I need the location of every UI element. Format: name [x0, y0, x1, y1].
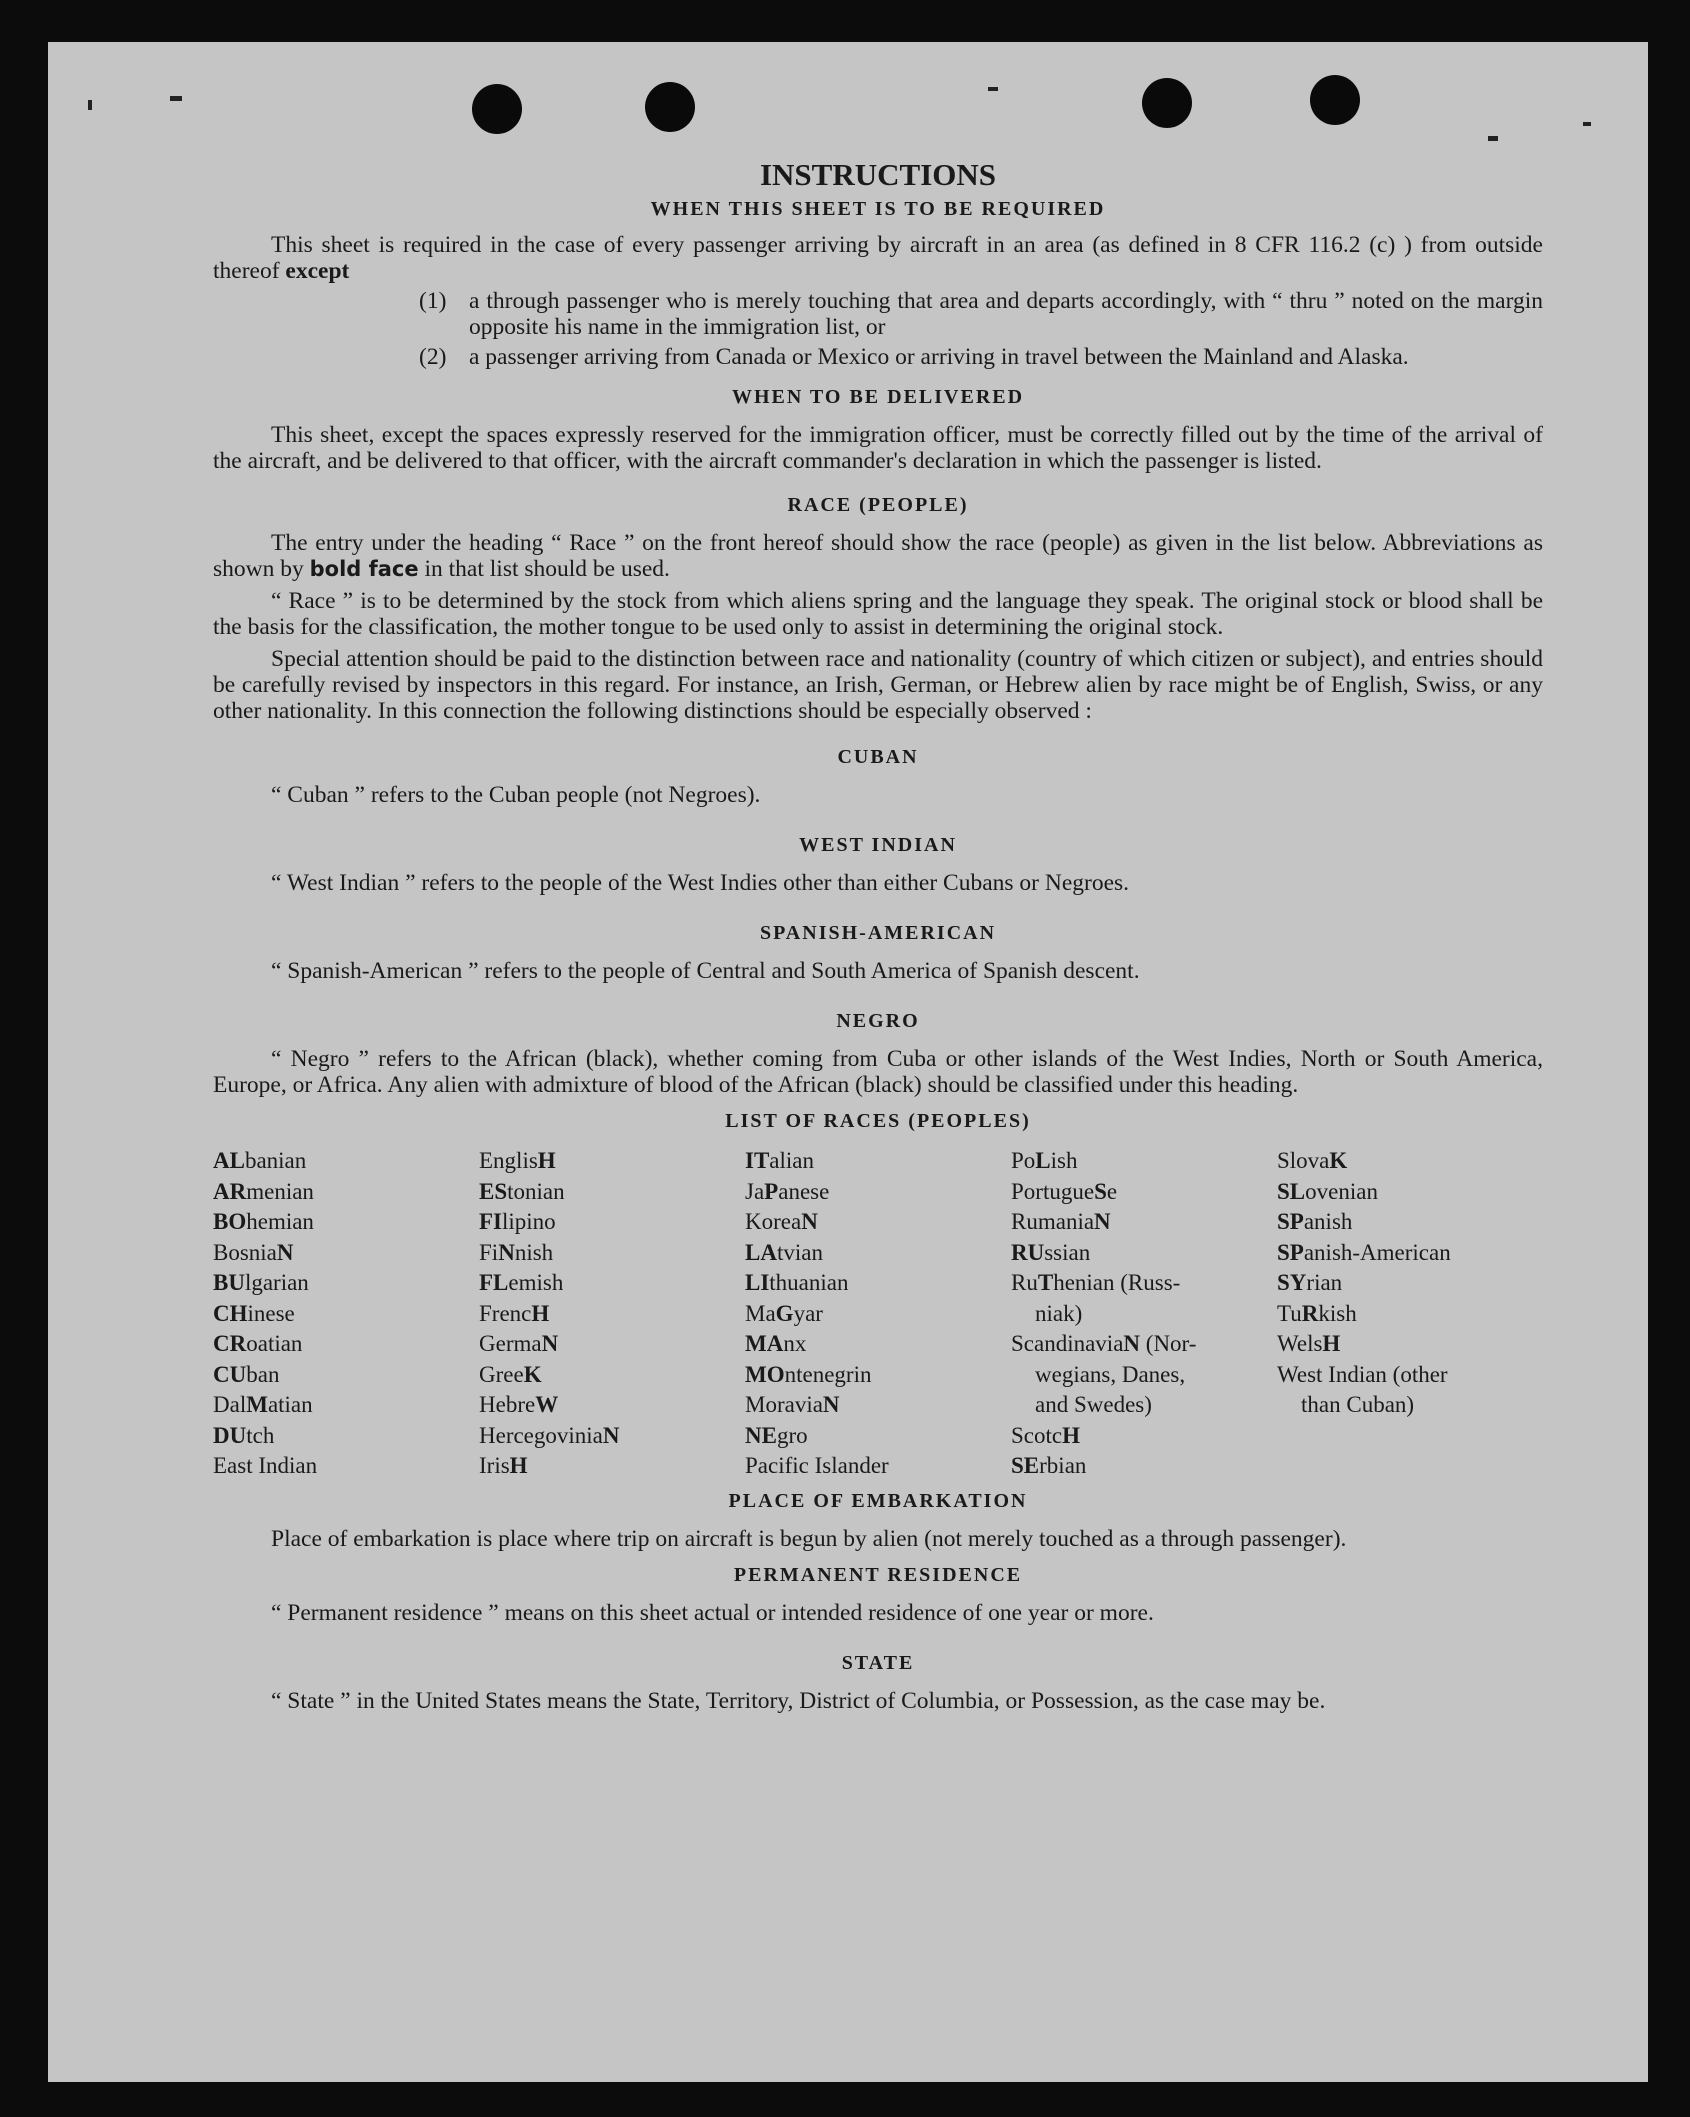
race-abbrev: SL — [1277, 1178, 1306, 1204]
race-text: anese — [778, 1178, 830, 1204]
section-heading: PERMANENT RESIDENCE — [733, 1563, 1023, 1586]
instructions-content — [213, 152, 1543, 1714]
punch-hole — [472, 84, 522, 134]
race-entry — [1277, 1207, 1543, 1238]
race-entry — [479, 1207, 745, 1238]
race-text: tonian — [507, 1178, 565, 1204]
race-abbrev: H — [1322, 1331, 1341, 1356]
race-column — [1011, 1146, 1277, 1482]
race-entry — [1011, 1451, 1277, 1482]
list-item: (2) a passenger arriving from Canada or Mexico or arriving in travel between the Mainland and Alaska. — [419, 344, 1409, 370]
race-abbrev: N — [822, 1392, 840, 1417]
paragraph: “ Spanish-American ” refers to the people of Central and South America of Spanish descent. — [271, 958, 1140, 984]
paragraph: “ State ” in the United States means the State, Territory, District of Columbia, or Possession, as the case may be. — [271, 1687, 1326, 1714]
race-abbrev: MO — [745, 1361, 785, 1387]
race-abbrev: S — [1094, 1178, 1107, 1204]
race-entry — [745, 1177, 1011, 1208]
race-text: henian (Russ- — [1053, 1270, 1181, 1295]
paragraph: “ Cuban ” refers to the Cuban people (not Negroes). — [271, 782, 761, 808]
race-entry — [213, 1268, 479, 1299]
race-entry — [745, 1299, 1011, 1330]
race-entry — [479, 1421, 745, 1452]
race-text: ban — [246, 1361, 280, 1387]
section-heading: NEGRO — [836, 1010, 920, 1032]
paragraph: “ West Indian ” refers to the people of the West Indies other than either Cubans or Negroes. — [271, 870, 1130, 896]
race-entry — [745, 1207, 1011, 1238]
race-abbrev: CR — [213, 1331, 247, 1356]
race-text: e — [1106, 1178, 1118, 1204]
race-abbrev: K — [523, 1361, 542, 1387]
race-entry — [479, 1146, 745, 1177]
race-entry — [1011, 1207, 1277, 1238]
race-abbrev: W — [535, 1392, 559, 1417]
race-text: nish — [514, 1239, 554, 1265]
race-entry — [479, 1451, 745, 1482]
race-text: Hercegovinia — [479, 1422, 603, 1448]
race-abbrev: L — [1035, 1148, 1051, 1173]
race-text: Po — [1011, 1148, 1036, 1173]
race-entry — [213, 1238, 479, 1269]
race-text: thuanian — [769, 1270, 849, 1295]
race-text: Englis — [479, 1148, 538, 1173]
race-text: banian — [244, 1148, 307, 1173]
race-abbrev: K — [1329, 1148, 1348, 1173]
race-entry — [745, 1451, 1011, 1482]
race-abbrev: G — [775, 1300, 794, 1326]
race-entry — [479, 1238, 745, 1269]
race-abbrev: AL — [213, 1148, 245, 1173]
punch-hole — [1142, 78, 1192, 128]
race-abbrev: MA — [745, 1331, 784, 1356]
race-entry — [1011, 1299, 1277, 1330]
race-text: than Cuban) — [1301, 1392, 1415, 1417]
race-abbrev: SP — [1277, 1209, 1304, 1234]
section-heading: WHEN THIS SHEET IS TO BE REQUIRED — [650, 198, 1106, 220]
race-abbrev: IT — [745, 1148, 770, 1173]
race-text: (Nor- — [1140, 1331, 1197, 1356]
race-abbrev: H — [509, 1453, 528, 1478]
race-abbrev: LA — [745, 1239, 777, 1265]
section-heading: STATE — [841, 1651, 915, 1674]
race-entry — [1277, 1268, 1543, 1299]
race-abbrev: R — [1301, 1300, 1319, 1326]
race-entry — [479, 1268, 745, 1299]
race-entry — [745, 1146, 1011, 1177]
race-entry — [745, 1329, 1011, 1360]
race-entry — [479, 1329, 745, 1360]
race-entry — [1277, 1238, 1543, 1269]
section-heading: WEST INDIAN — [799, 834, 957, 856]
race-entry — [1011, 1146, 1277, 1177]
race-text: hemian — [246, 1209, 314, 1234]
race-entry — [1011, 1421, 1277, 1452]
race-abbrev: N — [801, 1209, 818, 1234]
race-abbrev: FL — [479, 1270, 509, 1295]
race-text: Gree — [479, 1361, 524, 1387]
race-text: ovenian — [1305, 1178, 1378, 1204]
race-text: and Swedes) — [1035, 1392, 1152, 1417]
race-text: ntenegrin — [784, 1361, 872, 1387]
race-text: tch — [246, 1422, 275, 1448]
race-abbrev: N — [1123, 1331, 1141, 1356]
race-entry — [1011, 1390, 1277, 1421]
race-abbrev: RU — [1011, 1239, 1045, 1265]
race-abbrev: N — [602, 1422, 620, 1448]
race-entry — [213, 1146, 479, 1177]
race-text: Portugue — [1011, 1178, 1095, 1204]
section-heading: PLACE OF EMBARKATION — [728, 1489, 1028, 1512]
race-entry — [1277, 1177, 1543, 1208]
race-abbrev: DU — [213, 1422, 247, 1448]
race-entry — [745, 1238, 1011, 1269]
race-text: alian — [769, 1148, 814, 1173]
scan-speck — [1583, 122, 1591, 126]
race-text: Slova — [1277, 1148, 1330, 1173]
race-entry — [213, 1451, 479, 1482]
race-abbrev: SY — [1277, 1270, 1307, 1295]
race-text: atian — [267, 1392, 313, 1417]
race-abbrev: N — [276, 1239, 294, 1265]
paragraph: “ Negro ” refers to the African (black), whether coming from Cuba or other islands of the West Indies, North or South America, Europe, or Africa. Any alien with admixture of blood of the African (black) should be classified under this heading. — [213, 1046, 1543, 1098]
race-text: Tu — [1277, 1300, 1302, 1326]
race-entry — [213, 1299, 479, 1330]
race-text: Pacific Islander — [745, 1453, 889, 1478]
scan-speck — [170, 96, 182, 101]
punch-hole — [1310, 75, 1360, 125]
section-heading: CUBAN — [837, 746, 919, 768]
race-entry — [213, 1329, 479, 1360]
section-heading: WHEN TO BE DELIVERED — [731, 386, 1025, 408]
race-entry — [745, 1268, 1011, 1299]
race-abbrev: N — [541, 1331, 559, 1356]
race-entry — [479, 1177, 745, 1208]
race-entry — [1011, 1329, 1277, 1360]
race-text: ish — [1050, 1148, 1078, 1173]
race-entry — [1011, 1360, 1277, 1391]
race-entry — [479, 1360, 745, 1391]
race-text: Korea — [745, 1209, 802, 1234]
race-column — [745, 1146, 1011, 1482]
race-abbrev: SE — [1011, 1453, 1040, 1478]
race-text: nx — [783, 1331, 807, 1356]
race-text: Scandinavia — [1011, 1331, 1124, 1356]
race-abbrev: H — [537, 1148, 556, 1173]
race-text: Hebre — [479, 1392, 536, 1417]
paragraph: Special attention should be paid to the distinction between race and nationality (country of which citizen or subject), and entries should be carefully revised by inspectors in this regard. For instance, an Irish, German, or Hebrew alien by race might be of English, Swiss, or any other nationality. In this connection the following distinctions should be especially observed : — [213, 646, 1543, 724]
race-text: Ma — [745, 1300, 776, 1326]
document-sheet — [48, 42, 1648, 2082]
scan-speck — [988, 87, 998, 91]
race-text: Wels — [1277, 1331, 1323, 1356]
race-abbrev: N — [1094, 1209, 1111, 1234]
race-entry — [1277, 1299, 1543, 1330]
race-list — [213, 1146, 1543, 1482]
race-abbrev: SP — [1277, 1239, 1304, 1265]
race-text: anish — [1303, 1209, 1353, 1234]
race-text: Rumania — [1011, 1209, 1095, 1234]
race-text: East Indian — [213, 1453, 318, 1478]
race-entry — [479, 1299, 745, 1330]
race-text: Bosnia — [213, 1239, 277, 1265]
paragraph: “ Race ” is to be determined by the stock from which aliens spring and the language they speak. The original stock or blood shall be the basis for the classification, the mother tongue to be used only to assist in determining the original stock. — [213, 588, 1543, 640]
race-entry — [745, 1390, 1011, 1421]
race-entry — [1011, 1268, 1277, 1299]
race-abbrev: T — [1037, 1270, 1054, 1295]
race-text: rbian — [1039, 1453, 1087, 1478]
race-abbrev: BU — [213, 1270, 245, 1295]
scan-speck — [88, 100, 92, 110]
race-abbrev: BO — [213, 1209, 247, 1234]
section-heading: RACE (PEOPLE) — [787, 494, 969, 516]
list-item: (1) a through passenger who is merely touching that area and departs accordingly, with “ thru ” noted on the margin opposite his name in the immigration list, or — [419, 288, 1543, 340]
race-abbrev: NE — [745, 1422, 777, 1448]
race-text: menian — [246, 1178, 314, 1204]
race-abbrev: CU — [213, 1361, 247, 1387]
page-title: INSTRUCTIONS — [759, 157, 996, 192]
race-text: lgarian — [244, 1270, 309, 1295]
race-text: rian — [1306, 1270, 1343, 1295]
scan-speck — [1488, 136, 1498, 141]
race-text: anish-American — [1303, 1239, 1451, 1265]
race-text: Fi — [479, 1239, 499, 1265]
race-text: lipino — [502, 1209, 556, 1234]
race-text: Iris — [479, 1453, 510, 1478]
race-text: Ru — [1011, 1270, 1038, 1295]
race-entry — [1277, 1329, 1543, 1360]
race-entry — [213, 1360, 479, 1391]
race-entry — [479, 1390, 745, 1421]
race-entry — [1277, 1390, 1543, 1421]
race-abbrev: ES — [479, 1178, 508, 1204]
race-column — [1277, 1146, 1543, 1482]
race-text: inese — [247, 1300, 295, 1326]
race-abbrev: H — [1062, 1422, 1080, 1448]
race-text: gro — [776, 1422, 808, 1448]
race-text: ssian — [1044, 1239, 1091, 1265]
punch-hole — [645, 82, 695, 132]
race-text: Dal — [213, 1392, 247, 1417]
race-abbrev: H — [531, 1300, 550, 1326]
race-entry — [745, 1360, 1011, 1391]
race-entry — [745, 1421, 1011, 1452]
race-text: Ja — [745, 1178, 765, 1204]
race-entry — [1277, 1146, 1543, 1177]
paragraph: This sheet, except the spaces expressly reserved for the immigration officer, must be correctly filled out by the time of the arrival of the aircraft, and be delivered to that officer, with the aircraft commander's declaration in which the passenger is listed. — [213, 422, 1543, 474]
race-text: Germa — [479, 1331, 542, 1356]
section-heading: SPANISH-AMERICAN — [759, 922, 997, 944]
paragraph: This sheet is required in the case of every passenger arriving by aircraft in an area (as defined in 8 CFR 116.2 (c) ) from outside thereof except — [213, 232, 1543, 284]
race-text: emish — [508, 1270, 564, 1295]
race-abbrev: P — [764, 1178, 779, 1204]
race-column — [479, 1146, 745, 1482]
paragraph: Place of embarkation is place where trip on aircraft is begun by alien (not merely touched as a through passenger). — [271, 1525, 1347, 1552]
race-abbrev: LI — [745, 1270, 770, 1295]
race-entry — [213, 1421, 479, 1452]
section-heading: LIST OF RACES (PEOPLES) — [725, 1110, 1031, 1132]
race-text: oatian — [246, 1331, 303, 1356]
race-text: Frenc — [479, 1300, 532, 1326]
race-text: kish — [1318, 1300, 1357, 1326]
race-entry — [1277, 1360, 1543, 1391]
race-entry — [1011, 1177, 1277, 1208]
race-text: Moravia — [745, 1392, 823, 1417]
paragraph: The entry under the heading “ Race ” on the front hereof should show the race (people) as given in the list below. Abbreviations as shown by bold face in that list should be used. — [213, 530, 1543, 582]
race-text: West Indian (other — [1277, 1361, 1448, 1387]
race-text: yar — [793, 1300, 823, 1326]
race-entry — [213, 1390, 479, 1421]
race-text: Scotc — [1011, 1422, 1063, 1448]
race-text: tvian — [776, 1239, 823, 1265]
race-abbrev: AR — [213, 1178, 247, 1204]
race-entry — [213, 1177, 479, 1208]
paragraph: “ Permanent residence ” means on this sheet actual or intended residence of one year or more. — [271, 1599, 1154, 1626]
race-text: wegians, Danes, — [1035, 1361, 1186, 1387]
race-entry — [1011, 1238, 1277, 1269]
race-abbrev: FI — [479, 1209, 502, 1234]
race-abbrev: N — [498, 1239, 515, 1265]
race-column — [213, 1146, 479, 1482]
race-entry — [213, 1207, 479, 1238]
race-abbrev: M — [246, 1392, 268, 1417]
race-text: niak) — [1035, 1300, 1083, 1326]
race-abbrev: CH — [213, 1300, 248, 1326]
